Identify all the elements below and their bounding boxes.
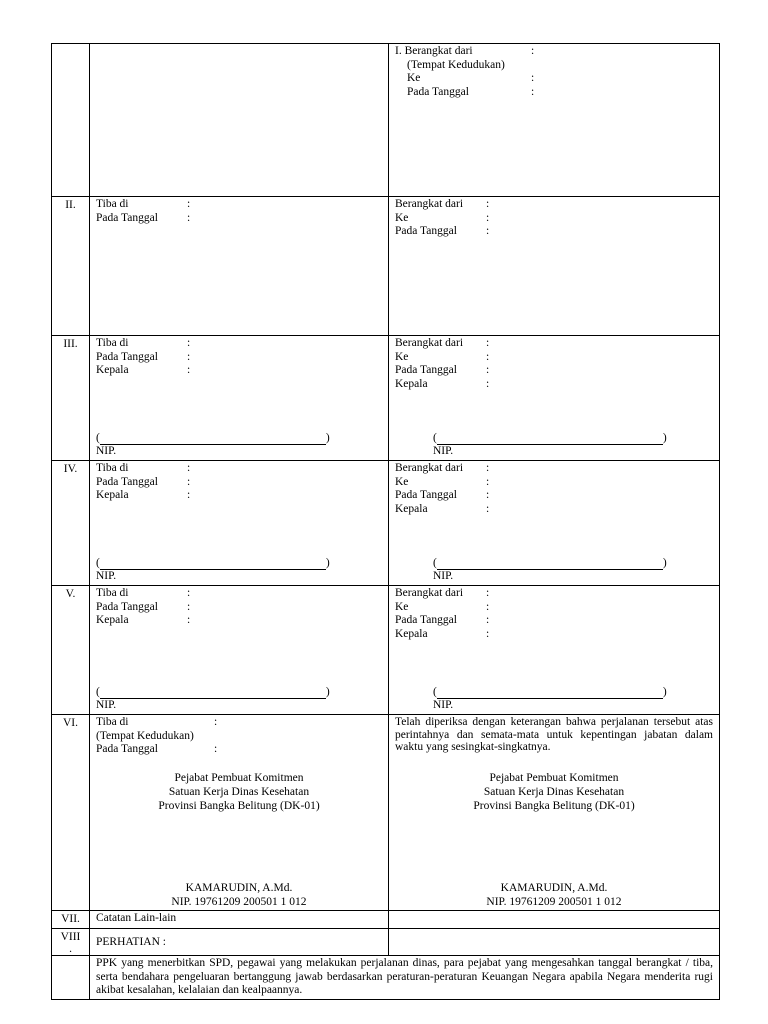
right-cell bbox=[389, 929, 720, 956]
field-date: Pada Tanggal : bbox=[96, 743, 218, 755]
section-row-2 bbox=[52, 197, 720, 336]
section-row-7 bbox=[52, 911, 720, 929]
nip-label: NIP. bbox=[96, 570, 117, 582]
field-departure-from: Berangkat dari : bbox=[395, 337, 490, 349]
signature-block: ( ) NIP. bbox=[96, 432, 330, 457]
right-cell bbox=[389, 461, 720, 586]
verification-statement: Telah diperiksa dengan keterangan bahwa perjalanan tersebut atas perintahnya dan semata-mata untuk kepentingan jabatan dalam waktu yang sesingkat-singkatnya. bbox=[395, 716, 713, 753]
nip-label: NIP. bbox=[433, 699, 454, 711]
other-notes-label: Catatan Lain-lain bbox=[96, 912, 177, 924]
field-departure-from: I. Berangkat dari : bbox=[395, 45, 535, 57]
signature-block: ( ) NIP. bbox=[433, 432, 667, 457]
field-destination: Ke : bbox=[395, 475, 490, 488]
row-number: III. bbox=[52, 336, 90, 461]
field-head: Kepala : bbox=[96, 364, 191, 376]
right-cell bbox=[389, 586, 720, 715]
row-number: IV. bbox=[52, 461, 90, 586]
field-date: Pada Tanggal : bbox=[96, 211, 191, 224]
field-arrived-at: Tiba di : bbox=[96, 462, 191, 474]
field-date: Pada Tanggal : bbox=[96, 475, 191, 488]
field-departure-from: Berangkat dari : bbox=[395, 198, 490, 210]
official-signature-block bbox=[389, 881, 719, 909]
field-arrived-at: Tiba di : bbox=[96, 587, 191, 599]
field-head: Kepala : bbox=[96, 489, 191, 501]
nip-label: NIP. bbox=[96, 445, 117, 457]
field-date: Pada Tanggal : bbox=[395, 364, 490, 376]
official-title-block: Pejabat Pembuat Komitmen Satuan Kerja Dinas Kesehatan Provinsi Bangka Belitung (DK-01) bbox=[473, 772, 635, 812]
row-number: VI. bbox=[52, 715, 90, 911]
field-date: Pada Tanggal : bbox=[96, 350, 191, 363]
field-destination: Ke : bbox=[395, 211, 490, 224]
row-number: II. bbox=[52, 197, 90, 336]
field-destination: Ke : bbox=[407, 72, 535, 84]
field-head: Kepala : bbox=[96, 614, 191, 626]
left-cell bbox=[90, 929, 389, 956]
field-home-station: (Tempat Kedudukan) bbox=[407, 58, 505, 71]
row-number: V. bbox=[52, 586, 90, 715]
official-nip: NIP. 19761209 200501 1 012 bbox=[486, 896, 622, 908]
field-head: Kepala : bbox=[395, 377, 490, 390]
field-destination: Ke : bbox=[395, 350, 490, 363]
right-cell bbox=[389, 197, 720, 336]
signature-block: ( ) NIP. bbox=[96, 686, 330, 711]
left-cell bbox=[90, 586, 389, 715]
left-cell bbox=[90, 461, 389, 586]
attention-label: PERHATIAN : bbox=[96, 936, 166, 948]
number-cell bbox=[52, 956, 90, 1000]
field-destination: Ke : bbox=[395, 600, 490, 613]
left-cell bbox=[90, 336, 389, 461]
nip-label: NIP. bbox=[433, 445, 454, 457]
field-date: Pada Tanggal : bbox=[395, 614, 490, 626]
field-head: Kepala : bbox=[395, 627, 490, 640]
official-signature-block bbox=[90, 881, 388, 909]
official-nip: NIP. 19761209 200501 1 012 bbox=[171, 896, 307, 908]
field-date: Pada Tanggal : bbox=[407, 85, 535, 98]
section-row-6 bbox=[52, 715, 720, 911]
right-cell bbox=[389, 336, 720, 461]
official-title-block: Pejabat Pembuat Komitmen Satuan Kerja Dinas Kesehatan Provinsi Bangka Belitung (DK-01) bbox=[158, 772, 320, 812]
section-row-8 bbox=[52, 929, 720, 956]
field-arrived-at: Tiba di : bbox=[96, 716, 218, 728]
section-row-1 bbox=[52, 44, 720, 197]
section-row-4 bbox=[52, 461, 720, 586]
spd-back-form-table bbox=[51, 43, 720, 1000]
right-cell bbox=[389, 911, 720, 929]
attention-text-cell bbox=[90, 956, 720, 1000]
row-number: VII. bbox=[52, 911, 90, 929]
official-name: KAMARUDIN, A.Md. bbox=[500, 882, 608, 894]
field-date: Pada Tanggal : bbox=[395, 489, 490, 501]
field-arrived-at: Tiba di : bbox=[96, 337, 191, 349]
field-home-station: (Tempat Kedudukan) bbox=[96, 729, 194, 742]
nip-label: NIP. bbox=[96, 699, 117, 711]
field-departure-from: Berangkat dari : bbox=[395, 587, 490, 599]
attention-paragraph: PPK yang menerbitkan SPD, pegawai yang melakukan perjalanan dinas, para pejabat yang mengesahkan tanggal berangkat / tiba, serta bendahara pengeluaran bertanggung jawab berdasarkan peraturan-peraturan Keuangan Negara apabila Negara menderita rugi akibat kesalahan, kelalaian dan kealpaannya. bbox=[96, 957, 713, 996]
field-head: Kepala : bbox=[395, 502, 490, 515]
field-arrived-at: Tiba di : bbox=[96, 198, 191, 210]
right-cell bbox=[389, 715, 720, 911]
signature-block: ( ) NIP. bbox=[433, 686, 667, 711]
nip-label: NIP. bbox=[433, 570, 454, 582]
right-cell bbox=[389, 44, 720, 197]
left-cell bbox=[90, 197, 389, 336]
official-name: KAMARUDIN, A.Md. bbox=[185, 882, 293, 894]
field-date: Pada Tanggal : bbox=[96, 600, 191, 613]
left-cell bbox=[90, 44, 389, 197]
field-date: Pada Tanggal : bbox=[395, 225, 490, 237]
section-row-3 bbox=[52, 336, 720, 461]
section-row-9 bbox=[52, 956, 720, 1000]
field-departure-from: Berangkat dari : bbox=[395, 462, 490, 474]
row-number: VIII . bbox=[52, 929, 90, 956]
left-cell bbox=[90, 715, 389, 911]
number-cell bbox=[52, 44, 90, 197]
section-row-5 bbox=[52, 586, 720, 715]
signature-block: ( ) NIP. bbox=[96, 557, 330, 582]
left-cell bbox=[90, 911, 389, 929]
signature-block: ( ) NIP. bbox=[433, 557, 667, 582]
